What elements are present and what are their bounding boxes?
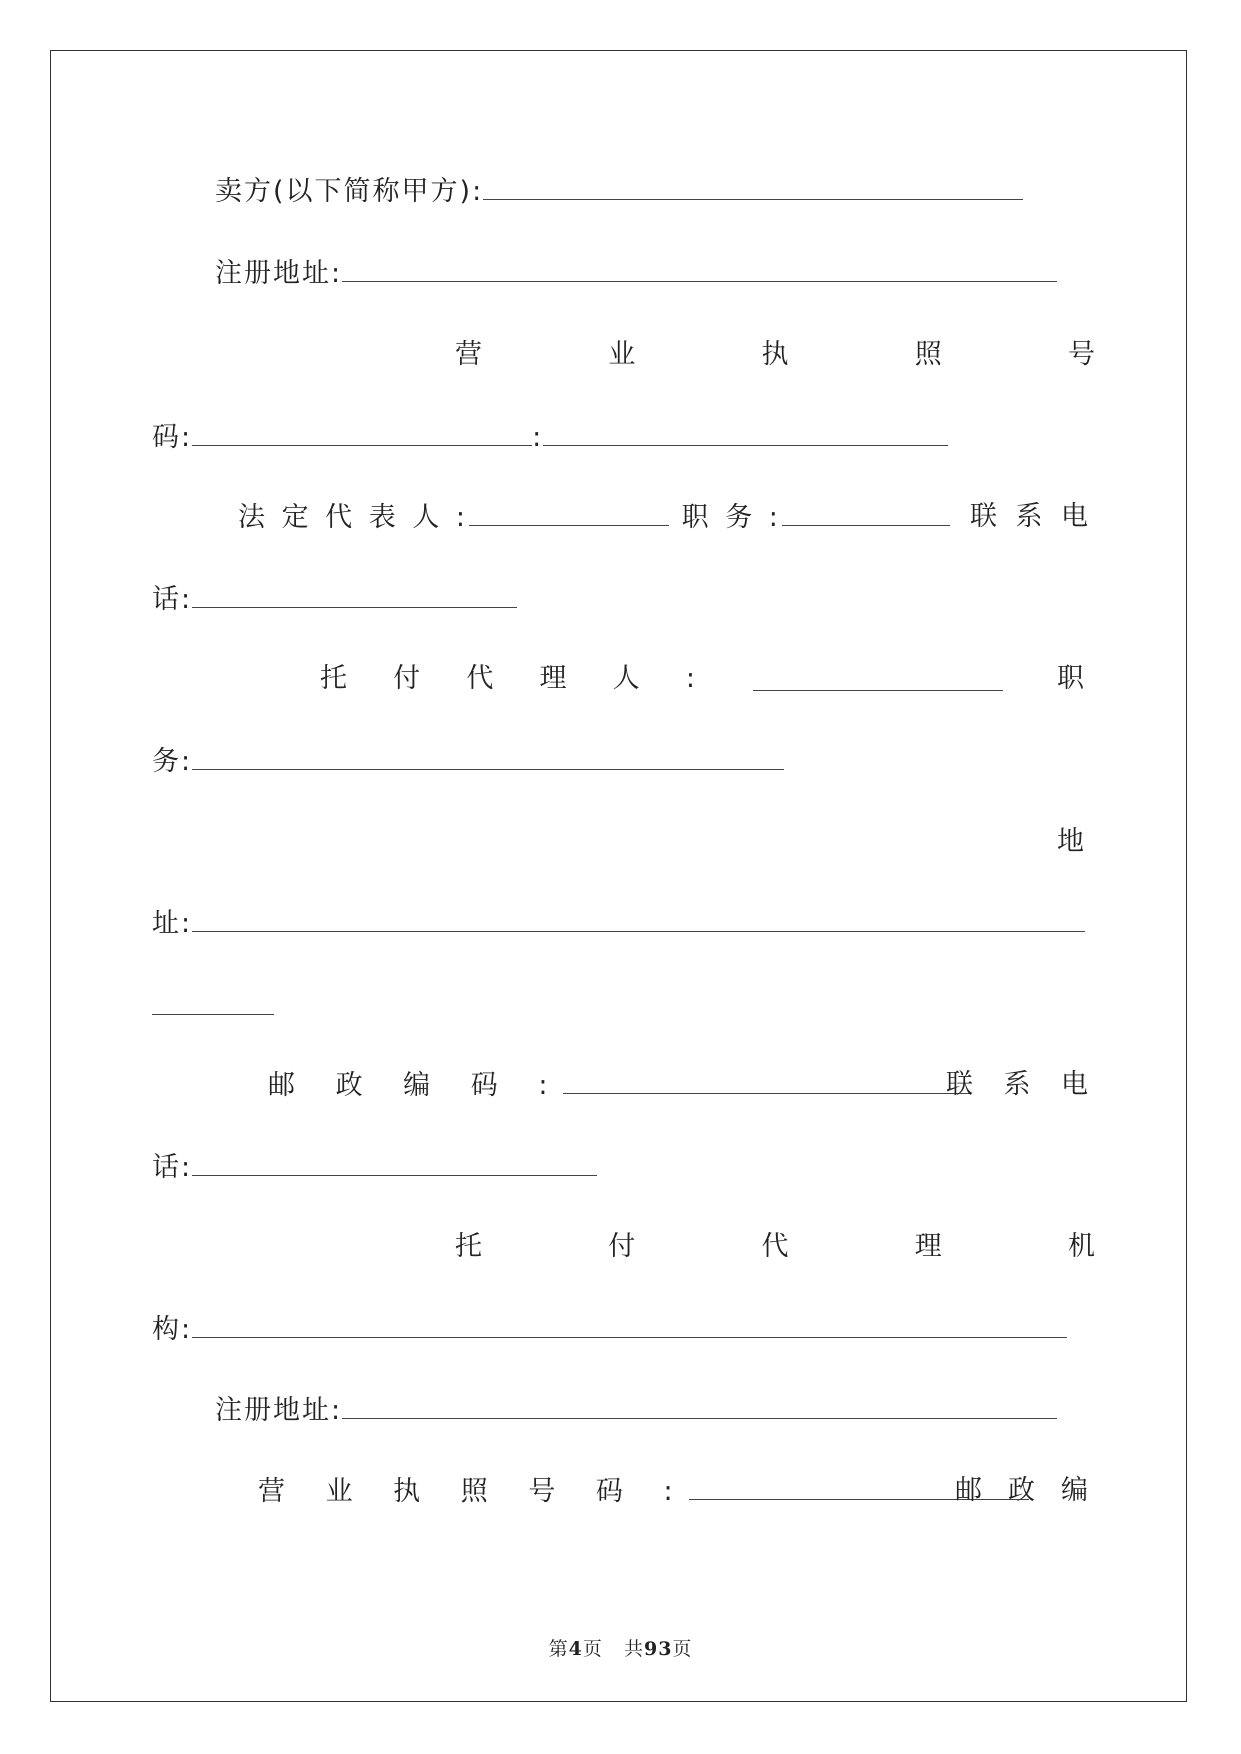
page-footer — [0, 1634, 1241, 1661]
postal-char: 编 — [1061, 1475, 1088, 1506]
license-line-2 — [258, 1473, 1029, 1510]
seller-line — [215, 173, 1023, 210]
legal-rep-line — [238, 499, 950, 536]
agent-char: 理 — [539, 663, 567, 694]
phone-char: 电 — [1061, 1069, 1088, 1100]
postal-spread-2 — [955, 1473, 1088, 1509]
address-blank[interactable] — [192, 905, 1085, 932]
agent-position-line — [152, 743, 784, 780]
agent-char: 付 — [393, 663, 421, 694]
address-char: 地 — [1057, 826, 1086, 857]
position-blank[interactable] — [782, 499, 950, 526]
phone-char: 电 — [1061, 501, 1088, 532]
seller-label: 卖方(以下简称甲方): — [215, 176, 484, 207]
phone-line-2 — [152, 1149, 597, 1186]
agent-position-tail: 务: — [152, 746, 193, 777]
postal-char: 政 — [1008, 1475, 1035, 1506]
footer-page-number: 4 — [568, 1638, 583, 1660]
page-border — [50, 50, 1187, 1702]
agency-char: 理 — [914, 1231, 942, 1262]
seller-blank[interactable] — [483, 173, 1023, 200]
agent-colon: : — [685, 663, 695, 694]
postal-char: 邮 — [955, 1475, 982, 1506]
legal-rep-blank[interactable] — [469, 499, 669, 526]
registered-address-line-2 — [215, 1392, 1057, 1429]
agent-char: 托 — [320, 663, 347, 694]
license-number-spread — [455, 337, 1095, 373]
footer-total-pages: 93 — [643, 1638, 673, 1660]
footer-prefix: 第 — [548, 1638, 569, 1660]
agency-spread — [455, 1229, 1095, 1265]
agency-line — [152, 1311, 1067, 1348]
address-blank-continued[interactable] — [152, 988, 274, 1015]
agency-blank[interactable] — [192, 1311, 1067, 1338]
agency-char: 托 — [455, 1231, 482, 1262]
registered-address-label: 注册地址: — [215, 258, 343, 289]
license-char: 照 — [914, 339, 942, 370]
postal-blank[interactable] — [563, 1067, 971, 1094]
license-number-blank[interactable] — [192, 419, 532, 446]
phone-tail-label: 话: — [152, 584, 193, 615]
agent-char: 人 — [612, 663, 640, 694]
phone-spread-1 — [970, 499, 1088, 535]
address-tail-label: 址: — [152, 908, 193, 939]
license-extra-blank[interactable] — [543, 419, 948, 446]
postal-line — [268, 1067, 971, 1104]
agency-char: 机 — [1068, 1231, 1095, 1262]
address-line — [152, 905, 1085, 942]
license-number-line — [152, 419, 948, 456]
license-label-2: 营 业 执 照 号 码 : — [258, 1476, 689, 1507]
agent-position-blank[interactable] — [192, 743, 784, 770]
agent-position-char: 职 — [1057, 663, 1086, 694]
postal-label: 邮 政 编 码 : — [268, 1070, 564, 1101]
license-char: 号 — [1068, 339, 1095, 370]
registered-address-line — [215, 255, 1057, 292]
agent-spread — [320, 661, 695, 697]
legal-rep-label: 法 定 代 表 人 : — [238, 502, 470, 533]
phone-char: 系 — [1015, 501, 1043, 532]
license-char: 营 — [455, 339, 482, 370]
registered-address-blank[interactable] — [342, 255, 1057, 282]
license-colon: : — [532, 422, 544, 453]
phone-line-1 — [152, 581, 517, 618]
phone-blank-1[interactable] — [192, 581, 517, 608]
phone-char: 联 — [970, 501, 997, 532]
position-label: 职 务 : — [681, 502, 782, 533]
agency-tail-label: 构: — [152, 1314, 193, 1345]
agent-char: 代 — [466, 663, 494, 694]
footer-total-prefix: 共 — [623, 1638, 644, 1660]
license-tail-label: 码: — [152, 422, 193, 453]
license-char: 业 — [608, 339, 636, 370]
footer-total-suffix: 页 — [672, 1638, 693, 1660]
agency-char: 付 — [608, 1231, 636, 1262]
phone-blank-2[interactable] — [192, 1149, 597, 1176]
phone-char: 联 — [946, 1069, 973, 1100]
agent-blank[interactable] — [753, 664, 1003, 691]
registered-address-label-2: 注册地址: — [215, 1395, 343, 1426]
phone-tail-label-2: 话: — [152, 1152, 193, 1183]
footer-page-suffix: 页 — [582, 1638, 603, 1660]
registered-address-blank-2[interactable] — [342, 1392, 1057, 1419]
license-char: 执 — [761, 339, 789, 370]
phone-spread-2 — [946, 1067, 1088, 1103]
agency-char: 代 — [761, 1231, 789, 1262]
phone-char: 系 — [1003, 1069, 1031, 1100]
